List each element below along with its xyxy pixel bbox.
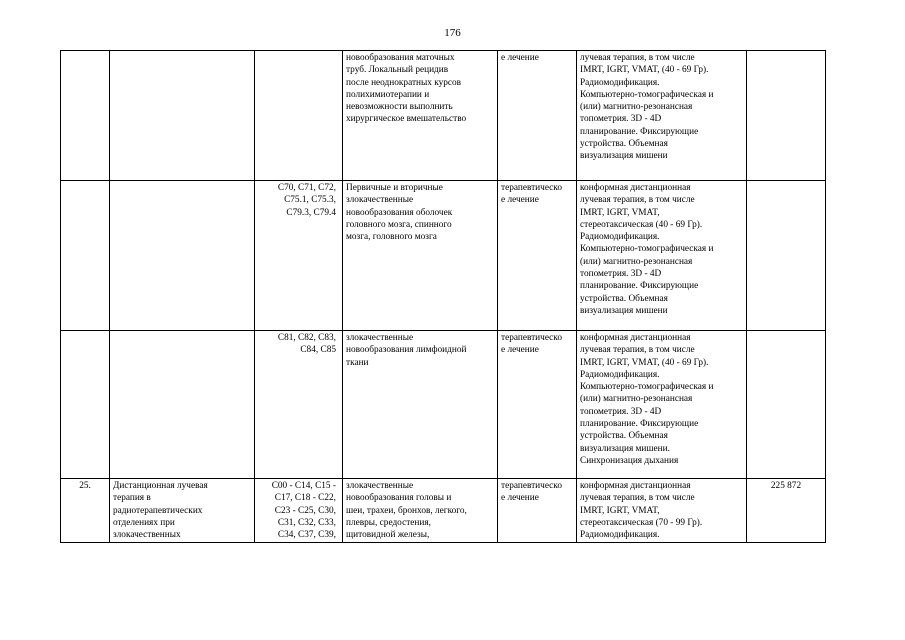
patient-model: злокачественные новообразования лимфоидной ткани xyxy=(343,331,498,479)
patient-model: злокачественные новообразования головы и шеи, трахеи, бронхов, легкого, плевры, средостения, щитовидной железы, xyxy=(343,479,498,543)
medical-care-table xyxy=(60,50,826,543)
row-number: 25. xyxy=(61,479,110,543)
table-row xyxy=(61,51,826,181)
patient-model: Первичные и вторичные злокачественные новообразования оболочек головного мозга, спинного мозга, головного мозга xyxy=(343,181,498,331)
treatment-method: лучевая терапия, в том числе IMRT, IGRT, VMAT, (40 - 69 Гр). Радиомодификация. Компьютерно-томографическая и (или) магнитно-резонансная топометрия. 3D - 4D планирование. Фиксирующие устройства. Объемная визуализация мишени xyxy=(577,51,747,181)
treatment-type: е лечение xyxy=(498,51,577,181)
icd-codes: C00 - C14, C15 - C17, C18 - C22, C23 - C25, C30, C31, C32, C33, C34, C37, C39, xyxy=(255,479,343,543)
care-type-name xyxy=(110,331,255,479)
financing-amount xyxy=(747,181,826,331)
treatment-type: терапевтическо е лечение xyxy=(498,331,577,479)
icd-codes xyxy=(255,51,343,181)
treatment-method: конформная дистанционная лучевая терапия, в том числе IMRT, IGRT, VMAT, стереотаксическая (70 - 99 Гр). Радиомодификация. xyxy=(577,479,747,543)
patient-model: новообразования маточных труб. Локальный рецидив после неоднократных курсов полихимиотерапии и невозможности выполнить хирургическое вмешательство xyxy=(343,51,498,181)
row-number xyxy=(61,181,110,331)
care-type-name xyxy=(110,181,255,331)
treatment-method: конформная дистанционная лучевая терапия, в том числе IMRT, IGRT, VMAT, (40 - 69 Гр). Радиомодификация. Компьютерно-томографическая и (или) магнитно-резонансная топометрия. 3D - 4D планирование. Фиксирующие устройства. Объемная визуализация мишени. Синхронизация дыхания xyxy=(577,331,747,479)
treatment-type: терапевтическо е лечение xyxy=(498,181,577,331)
page-number: 176 xyxy=(444,27,461,39)
table-row xyxy=(61,479,826,543)
financing-amount: 225 872 xyxy=(747,479,826,543)
treatment-method: конформная дистанционная лучевая терапия, в том числе IMRT, IGRT, VMAT, стереотаксическая (40 - 69 Гр). Радиомодификация. Компьютерно-томографическая и (или) магнитно-резонансная топометрия. 3D - 4D планирование. Фиксирующие устройства. Объемная визуализация мишени xyxy=(577,181,747,331)
financing-amount xyxy=(747,51,826,181)
treatment-type: терапевтическо е лечение xyxy=(498,479,577,543)
table-row xyxy=(61,331,826,479)
row-number xyxy=(61,51,110,181)
icd-codes: C81, C82, C83, C84, C85 xyxy=(255,331,343,479)
row-number xyxy=(61,331,110,479)
icd-codes: C70, C71, C72, C75.1, C75.3, C79.3, C79.4 xyxy=(255,181,343,331)
care-type-name xyxy=(110,51,255,181)
care-type-name: Дистанционная лучевая терапия в радиотерапевтических отделениях при злокачественных xyxy=(110,479,255,543)
table-row xyxy=(61,181,826,331)
financing-amount xyxy=(747,331,826,479)
